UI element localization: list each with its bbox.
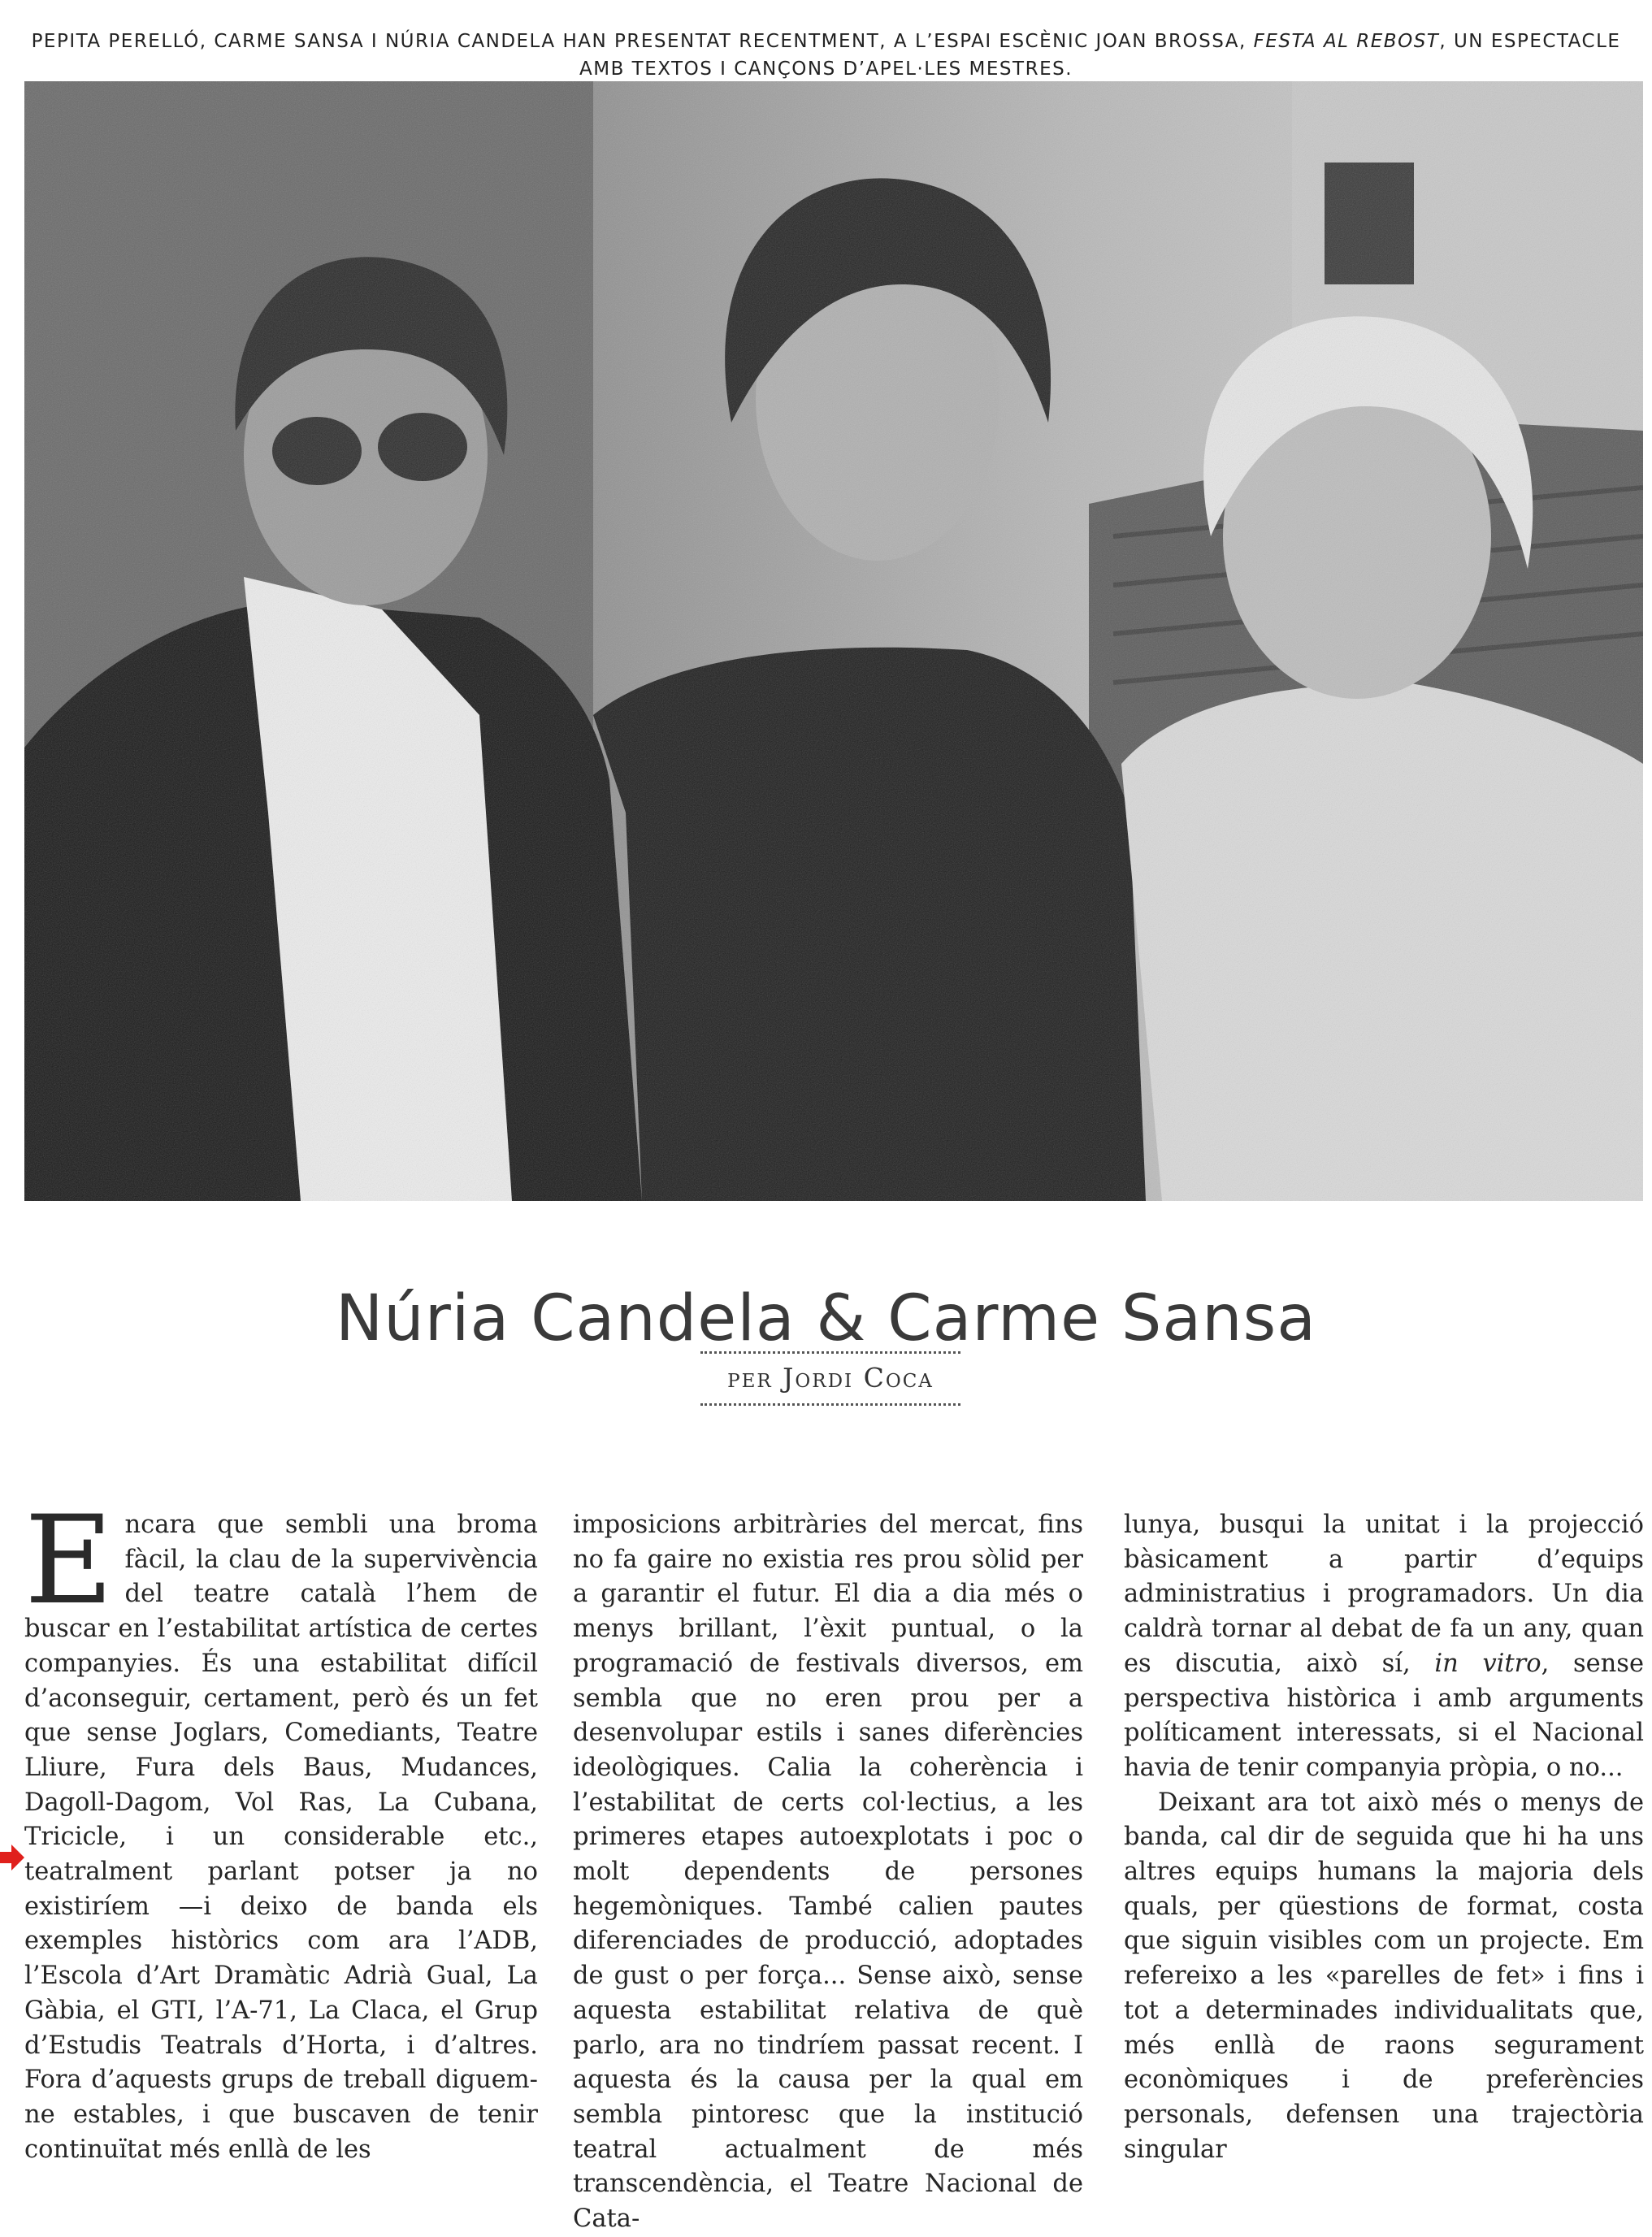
article-column-3 — [1124, 1508, 1644, 2167]
column-1-paragraph — [24, 1490, 538, 2167]
byline: per Jordi Coca — [727, 1362, 934, 1394]
column-1-text: ncara que sembli una broma fàcil, la clau de la supervivència del teatre català l’hem de buscar en l’estabilitat artística de certes companyies. És una estabilitat difícil d’aconseguir, certament, però és un fet que sense Joglars, Comediants, Teatre Lliure, Fura dels Baus, Mudances, Dagoll-Dagom, Vol Ras, La Cubana, Tricicle, i un considerable etc., teatralment parlant potser ja no existiríem —i deixo de banda els exemples històrics com ara l’ADB, l’Escola d’Art Dramàtic Adrià Gual, La Gàbia, el GTI, l’A-71, La Claca, el Grup d’Estudis Teatrals d’Horta, i d’altres. Fora d’aquests grups de treball diguem-ne estables, i que buscaven de tenir continuïtat més enllà de les — [24, 1511, 538, 2164]
photo-caption — [24, 28, 1628, 83]
article-title: Núria Candela & Carme Sansa — [335, 1282, 1317, 1356]
article-column-1 — [24, 1490, 538, 2167]
caption-show-title: FESTA AL REBOST — [1253, 31, 1440, 52]
column-3-italic: in vitro — [1434, 1649, 1541, 1678]
column-3-paragraph-2: Deixant ara tot això més o menys de banda, cal dir de seguida que hi ha uns altres equips humans la majoria dels quals, per qüestions de format, costa que siguin visibles com un projecte. Em refereixo a les «parelles de fet» i fins i tot a determinades individualitats que, més enllà de raons segurament econòmiques i de preferències personals, defensen una trajectòria singular — [1124, 1788, 1644, 2164]
byline-divider-bottom — [700, 1403, 960, 1406]
caption-text-before: PEPITA PERELLÓ, CARME SANSA I NÚRIA CANDELA HAN PRESENTAT RECENTMENT, A L’ESPAI ESCÈNIC JOAN BROSSA, — [31, 31, 1254, 52]
column-2-text: imposicions arbitràries del mercat, fins no fa gaire no existia res prou sòlid per a garantir el futur. El dia a dia més o menys brillant, l’èxit puntual, o la programació de festivals diversos, em sembla que no eren prou per a desenvolupar estils i sanes diferències ideològiques. Calia la coherència i l’estabilitat de certs col·lectius, a les primeres etapes autoexplotats i poc o molt dependents de persones hegemòniques. També calien pautes diferenciades de producció, adoptades de gust o per força... Sense això, sense aquesta estabilitat relativa de què parlo, ara no tindríem passat recent. I aquesta és la causa per la qual em sembla pintoresc que la institució teatral actualment de més transcendència, el Teatre Nacional de Cata- — [573, 1511, 1083, 2234]
article-column-2 — [573, 1508, 1083, 2237]
caption-text-after: , UN ESPECTACLE AMB TEXTOS I CANÇONS D’APEL·LES MESTRES. — [579, 31, 1621, 80]
column-3-text-a: lunya, busqui la unitat i la projecció bàsicament a partir d’equips administratius i programadors. Un dia caldrà tornar al debat de fa un any, quan es discutia, això sí, — [1124, 1511, 1644, 1678]
drop-cap: E — [24, 1490, 114, 1632]
photo-image — [24, 81, 1643, 1201]
portrait-photo — [24, 81, 1643, 1201]
byline-block — [700, 1351, 960, 1406]
red-arrow-icon — [0, 1843, 24, 1872]
column-3-paragraph-1 — [1124, 1508, 1644, 1786]
column-3-text-b: , sense perspectiva històrica i amb arguments políticament interessats, si el Nacional havia de tenir companyia pròpia, o no... — [1124, 1649, 1645, 1782]
